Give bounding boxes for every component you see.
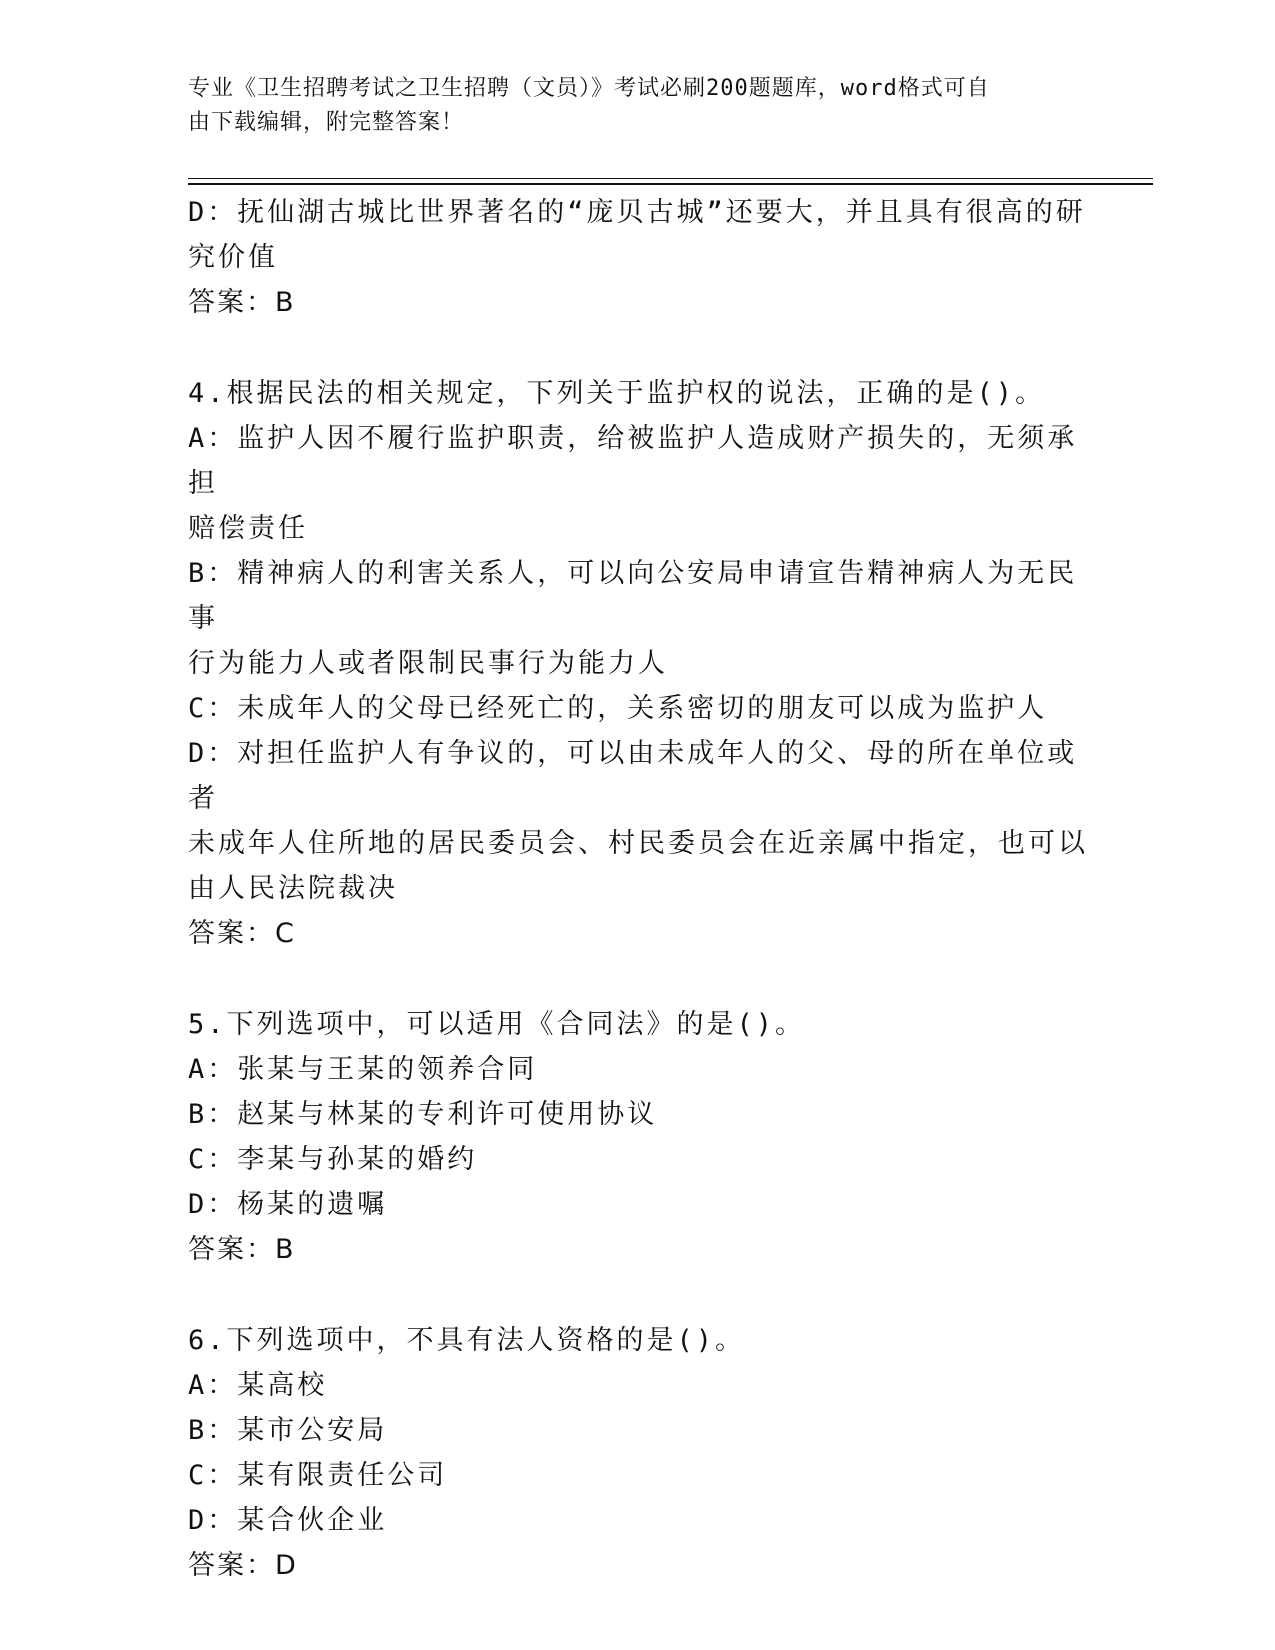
option-line: D：某合伙企业 bbox=[188, 1505, 388, 1536]
answer-line: 答案：B bbox=[188, 287, 296, 318]
header-line-1: 专业《卫生招聘考试之卫生招聘（文员）》考试必刷200题题库，word格式可自 bbox=[188, 76, 990, 101]
option-line: B：精神病人的利害关系人，可以向公安局申请宣告精神病人为无民事 bbox=[188, 558, 1078, 634]
option-line: A：张某与王某的领养合同 bbox=[188, 1054, 538, 1085]
option-line: C：未成年人的父母已经死亡的，关系密切的朋友可以成为监护人 bbox=[188, 693, 1048, 724]
option-d-line: 究价值 bbox=[188, 242, 278, 273]
option-d-line: D：抚仙湖古城比世界著名的“庞贝古城”还要大，并且具有很高的研 bbox=[188, 197, 1086, 228]
answer-line: 答案：D bbox=[188, 1550, 298, 1581]
option-line: A：监护人因不履行监护职责，给被监护人造成财产损失的，无须承担 bbox=[188, 423, 1078, 499]
option-line: 行为能力人或者限制民事行为能力人 bbox=[188, 648, 668, 679]
document-header bbox=[188, 72, 1068, 140]
option-line: 赔偿责任 bbox=[188, 513, 308, 544]
question-stem: 4.根据民法的相关规定，下列关于监护权的说法，正确的是()。 bbox=[188, 378, 1046, 409]
header-line-2: 由下载编辑，附完整答案！ bbox=[188, 110, 465, 135]
option-line: A：某高校 bbox=[188, 1370, 328, 1401]
option-line: B：赵某与林某的专利许可使用协议 bbox=[188, 1099, 658, 1130]
question-block-6 bbox=[188, 1318, 1088, 1588]
header-divider-thin bbox=[188, 178, 1153, 179]
answer-line: 答案：B bbox=[188, 1234, 296, 1265]
option-line: D：对担任监护人有争议的，可以由未成年人的父、母的所在单位或者 bbox=[188, 738, 1078, 814]
question-stem: 5.下列选项中，可以适用《合同法》的是()。 bbox=[188, 1009, 806, 1040]
header-divider-thick bbox=[188, 183, 1153, 185]
option-line: C：某有限责任公司 bbox=[188, 1460, 448, 1491]
option-line: 由人民法院裁决 bbox=[188, 873, 398, 904]
question-block-5 bbox=[188, 1002, 1088, 1272]
question-block-4 bbox=[188, 371, 1088, 956]
option-line: B：某市公安局 bbox=[188, 1415, 388, 1446]
option-line: C：李某与孙某的婚约 bbox=[188, 1144, 478, 1175]
option-line: 未成年人住所地的居民委员会、村民委员会在近亲属中指定，也可以 bbox=[188, 828, 1088, 859]
question-content bbox=[188, 190, 1088, 1634]
question-stem: 6.下列选项中，不具有法人资格的是()。 bbox=[188, 1325, 746, 1356]
previous-question-tail bbox=[188, 190, 1088, 325]
option-line: D：杨某的遗嘱 bbox=[188, 1189, 388, 1220]
answer-line: 答案：C bbox=[188, 918, 296, 949]
